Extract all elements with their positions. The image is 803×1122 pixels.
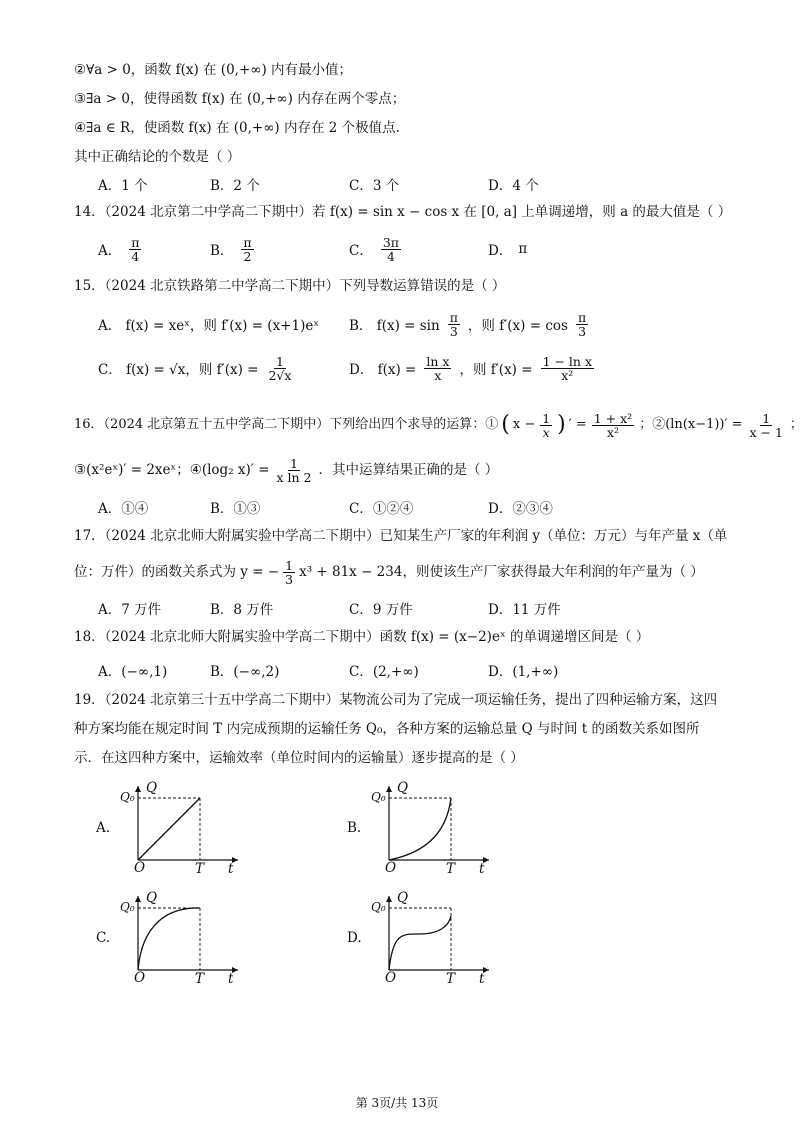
- q14-option-a: [98, 236, 143, 262]
- axis-t-end-label: T: [195, 861, 205, 877]
- q16-expr-eq: ′ =: [568, 417, 587, 432]
- y-axis-arrow: [135, 786, 141, 792]
- q16-stem-line1: [74, 410, 803, 440]
- paren-open: (: [501, 412, 510, 437]
- semicolon: ；: [789, 417, 803, 432]
- q16-option-b: B．①③: [210, 501, 261, 517]
- fraction-numerator: π: [577, 309, 587, 325]
- fraction-numerator: π: [243, 234, 252, 250]
- curve-s-shape: [389, 916, 451, 970]
- q16-stem-line2: [74, 455, 498, 485]
- graph-b-label: B.: [347, 820, 362, 836]
- q15-option-b: [349, 311, 590, 337]
- fraction-numerator: 1 + x²: [593, 410, 633, 426]
- q15-option-d: [349, 355, 596, 381]
- q17-stem-line1: 17．（2024 北京北师大附属实验中学高二下期中）已知某生产厂家的年利润 y（单位：万元）与年产量 x（单: [74, 528, 728, 544]
- statement-3: ③∃a > 0，使得函数 f(x) 在 (0,+∞) 内存在两个零点；: [74, 91, 406, 107]
- q16-options: [98, 494, 658, 520]
- axis-q0-label: Q₀: [371, 790, 386, 804]
- graph-c: [96, 888, 256, 988]
- origin-label: O: [385, 970, 397, 986]
- q15-option-d-mid: ，则 f′(x) =: [459, 362, 533, 378]
- q16-option-a: A．①④: [98, 501, 149, 517]
- q16-stem-pre: 16．（2024 北京第五十五中学高二下期中）下列给出四个求导的运算：①: [74, 417, 499, 432]
- graph-d: [347, 888, 507, 988]
- curve-linear: [138, 798, 200, 860]
- y-axis-arrow: [135, 896, 141, 902]
- graph-a: [96, 778, 256, 878]
- q15-option-c: [98, 355, 295, 381]
- y-axis-arrow: [386, 896, 392, 902]
- q15-options-row2: [98, 355, 658, 381]
- fraction-denominator: x: [542, 424, 550, 440]
- q16-expr-3: ③(x²eˣ)′ = 2xeˣ；④(log₂ x)′ =: [74, 462, 270, 478]
- curve-convex: [389, 798, 451, 860]
- q14-option-a-label: A．: [98, 243, 122, 259]
- q17-fraction-one-third: [283, 559, 295, 586]
- q15-option-b-pre: B． f(x) = sin: [349, 318, 440, 334]
- graph-c-label: C.: [96, 930, 111, 946]
- graph-b: [347, 778, 507, 878]
- q16-option-c: C．①②④: [349, 501, 414, 517]
- fraction-denominator: 2√x: [268, 367, 292, 383]
- q17-line2-post: x³ + 81x − 234，则使该生产厂家获得最大年利润的年产量为（ ）: [299, 564, 704, 580]
- axis-t-label: t: [479, 861, 485, 877]
- q15-option-b-fraction-1: [448, 311, 460, 338]
- fraction-numerator: 1 − ln x: [542, 353, 593, 369]
- q14-option-d: [488, 236, 527, 262]
- origin-label: O: [134, 970, 146, 986]
- origin-label: O: [385, 860, 397, 876]
- fraction-denominator: 4: [386, 248, 395, 264]
- fraction-denominator: x − 1: [749, 424, 783, 440]
- q16-expr-2: ；②(ln(x−1))′ =: [639, 417, 743, 432]
- fraction-denominator: 2: [243, 248, 252, 264]
- axis-q-label: Q: [397, 780, 409, 796]
- statement-4: ④∃a ∈ R，使函数 f(x) 在 (0,+∞) 内存在 2 个极值点.: [74, 120, 400, 136]
- curve-concave: [138, 908, 200, 970]
- q14-options: [98, 236, 658, 262]
- q13-options: [98, 171, 658, 197]
- q14-option-d-value: π: [518, 241, 528, 257]
- q19-stem-line1: 19．（2024 北京第三十五中学高二下期中）某物流公司为了完成一项运输任务，提出了四种运输方案，这四: [74, 692, 718, 708]
- graph-d-label: D.: [347, 930, 362, 946]
- axis-t-label: t: [479, 971, 485, 987]
- q14-option-c: [349, 236, 403, 262]
- q15-options-row1: [98, 311, 658, 337]
- axis-q0-label: Q₀: [120, 790, 135, 804]
- fraction-numerator: π: [449, 309, 458, 325]
- axis-t-end-label: T: [195, 971, 205, 987]
- q16-fraction-result-2: [747, 412, 784, 439]
- y-axis-arrow: [386, 786, 392, 792]
- fraction-numerator: π: [131, 234, 140, 250]
- q15-stem: 15．（2024 北京铁路第二中学高二下期中）下列导数运算错误的是（ ）: [74, 278, 506, 294]
- q14-option-d-label: D．: [488, 243, 513, 259]
- q16-stem-end: ．其中运算结果正确的是（ ）: [318, 462, 499, 478]
- q17-option-a: A．7 万件: [98, 602, 162, 618]
- fraction-denominator: x ln 2: [276, 469, 312, 485]
- fraction-denominator: 3: [449, 323, 458, 339]
- axis-t-end-label: T: [446, 971, 456, 987]
- q13-option-b: B．2 个: [210, 178, 260, 194]
- q16-fraction-result-1: [592, 412, 634, 439]
- q16-fraction-result-4: [274, 457, 313, 484]
- statement-2: ②∀a > 0，函数 f(x) 在 (0,+∞) 内有最小值；: [74, 62, 353, 78]
- q13-option-c: C．3 个: [349, 178, 400, 194]
- q15-option-a: A． f(x) = xeˣ，则 f′(x) = (x+1)eˣ: [98, 318, 320, 334]
- paren-close: ): [557, 412, 566, 437]
- fraction-numerator: 1: [542, 410, 551, 426]
- q18-option-a: A．(−∞,1): [98, 664, 168, 680]
- q17-stem-line2: [74, 557, 704, 587]
- axis-t-end-label: T: [446, 861, 456, 877]
- fraction-denominator: 4: [131, 248, 140, 264]
- q14-option-a-fraction: [129, 236, 141, 263]
- q17-option-b: B．8 万件: [210, 602, 274, 618]
- q18-options: [98, 657, 658, 683]
- q19-stem-line2: 种方案均能在规定时间 T 内完成预期的运输任务 Q₀，各种方案的运输总量 Q 与时间 t 的函数关系如图所: [74, 721, 700, 737]
- axis-q0-label: Q₀: [120, 900, 135, 914]
- fraction-numerator: 1: [285, 557, 294, 573]
- graph-a-label: A.: [96, 820, 111, 836]
- q17-option-d: D．11 万件: [488, 602, 561, 618]
- q14-option-b-label: B．: [210, 243, 234, 259]
- q14-option-b: [210, 236, 256, 262]
- q14-option-b-fraction: [241, 236, 253, 263]
- fraction-denominator: 3: [285, 571, 294, 587]
- axis-t-label: t: [228, 971, 234, 987]
- fraction-numerator: ln x: [426, 353, 450, 369]
- q13-option-d: D．4 个: [488, 178, 539, 194]
- q19-stem-line3: 示．在这四种方案中，运输效率（单位时间内的运输量）逐步提高的是（ ）: [74, 750, 524, 766]
- q13-option-a: A．1 个: [98, 178, 148, 194]
- question-13-prompt: 其中正确结论的个数是（ ）: [74, 149, 241, 165]
- fraction-denominator: x: [434, 367, 442, 383]
- page-footer: 第 3页/共 13页: [355, 1096, 439, 1110]
- axis-q-label: Q: [397, 890, 409, 906]
- q18-option-b: B．(−∞,2): [210, 664, 280, 680]
- q16-option-d: D．②③④: [488, 501, 553, 517]
- q18-stem: 18．（2024 北京北师大附属实验中学高二下期中）函数 f(x) = (x−2)eˣ 的单调递增区间是（ ）: [74, 629, 650, 645]
- fraction-denominator: 3: [578, 323, 587, 339]
- q18-option-d: D．(1,+∞): [488, 664, 559, 680]
- fraction-numerator: 1: [762, 410, 771, 426]
- q17-options: [98, 595, 658, 621]
- q14-option-c-fraction: [381, 236, 401, 263]
- q17-option-c: C．9 万件: [349, 602, 413, 618]
- q16-expr-1: x −: [512, 417, 536, 432]
- axis-q-label: Q: [146, 780, 158, 796]
- fraction-numerator: 1: [289, 455, 298, 471]
- q18-option-c: C．(2,+∞): [349, 664, 419, 680]
- q15-option-c-pre: C． f(x) = √x，则 f′(x) =: [98, 362, 259, 378]
- q15-option-b-fraction-2: [576, 311, 588, 338]
- axis-t-label: t: [228, 861, 234, 877]
- q14-option-c-label: C．: [349, 243, 373, 259]
- axis-q0-label: Q₀: [371, 900, 386, 914]
- q15-option-c-fraction: [266, 355, 293, 382]
- q15-option-d-pre: D． f(x) =: [349, 362, 417, 378]
- axis-q-label: Q: [146, 890, 158, 906]
- origin-label: O: [134, 860, 146, 876]
- fraction-denominator: x²: [606, 424, 619, 440]
- fraction-denominator: x²: [561, 367, 574, 383]
- q15-option-b-mid: ，则 f′(x) = cos: [467, 318, 568, 334]
- q15-option-d-fraction-1: [424, 355, 451, 382]
- q16-fraction-1-over-x: [540, 412, 552, 439]
- fraction-numerator: 3π: [382, 234, 400, 250]
- q14-stem: 14．（2024 北京第二中学高二下期中）若 f(x) = sin x − cos x 在 [0, a] 上单调递增，则 a 的最大值是（ ）: [74, 204, 732, 220]
- q15-option-d-fraction-2: [541, 355, 594, 382]
- fraction-numerator: 1: [275, 353, 284, 369]
- q17-line2-pre: 位：万件）的函数关系式为 y = −: [74, 564, 280, 580]
